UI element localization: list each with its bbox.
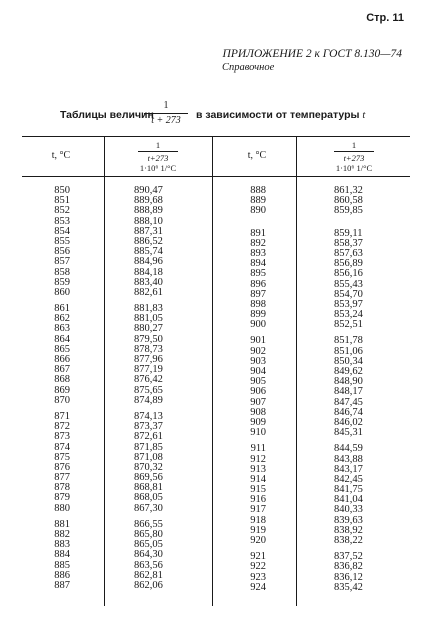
table-cell: 848,17 (334, 386, 363, 398)
table-cell: 879,50 (134, 333, 163, 345)
table-cell: 902 (250, 345, 266, 357)
table-cell: 867 (54, 364, 70, 376)
table-cell: 879 (54, 492, 70, 504)
table-cell: 880 (54, 502, 70, 514)
table-cell: 909 (250, 416, 266, 428)
table-cell: 874,89 (134, 394, 163, 406)
table-cell: 838,22 (334, 535, 363, 546)
table-cell: 869 (54, 384, 70, 396)
table-cell: 857 (54, 256, 70, 268)
table-cell: 868,05 (134, 492, 163, 504)
table-cell: 881,05 (134, 313, 163, 325)
table-cell: 835,42 (334, 581, 363, 593)
table-cell: 860 (54, 286, 70, 298)
table-cell: 884,18 (134, 266, 163, 278)
table-cell: 922 (250, 561, 266, 573)
table-cell: 859,11 (334, 227, 363, 239)
header-den-right: t+273 (343, 153, 365, 163)
table-cell: 860,58 (334, 195, 363, 207)
table-cell: 845,31 (334, 427, 363, 439)
table-cell: 852,51 (334, 319, 363, 331)
table-cell: 846,74 (334, 406, 363, 418)
table-cell: 920 (250, 535, 266, 546)
table-cell: 890 (250, 205, 266, 217)
table-cell: 887,31 (134, 225, 163, 237)
table-cell: 878 (54, 482, 70, 494)
right-temperature-column (230, 186, 266, 593)
table-cell: 892 (250, 237, 266, 249)
table-cell: 861,32 (334, 185, 363, 196)
caption-denominator: t + 273 (151, 115, 181, 126)
table-cell: 904 (250, 366, 266, 377)
table-cell: 853,97 (334, 298, 363, 310)
table-cell: 907 (250, 396, 266, 408)
table-cell: 900 (250, 319, 266, 331)
table-cell: 895 (250, 268, 266, 280)
table-cell: 878,73 (134, 343, 163, 355)
table-cell: 915 (250, 484, 266, 496)
header-bar-right (334, 151, 374, 152)
table-cell: 917 (250, 504, 266, 516)
table-cell: 856 (54, 246, 70, 258)
table-cell: 918 (250, 514, 266, 526)
table-cell: 889,68 (134, 195, 163, 207)
table-cell: 836,82 (334, 561, 363, 573)
table-cell: 912 (250, 453, 266, 465)
table-caption (60, 100, 390, 130)
table-cell: 880,27 (134, 323, 163, 335)
table-cell: 921 (250, 551, 266, 563)
row-group-gap (334, 217, 394, 229)
table-cell: 898 (250, 298, 266, 310)
table-cell: 873 (54, 431, 70, 443)
table-cell: 884 (54, 549, 70, 561)
table-cell: 876,42 (134, 374, 163, 386)
caption-suffix-wrap (196, 109, 365, 121)
table-cell: 841,04 (334, 494, 363, 506)
table-cell: 847,45 (334, 396, 363, 408)
table-cell: 851 (54, 195, 70, 207)
table-header-rule (22, 176, 410, 177)
table-cell: 906 (250, 386, 266, 398)
table-cell: 868 (54, 374, 70, 386)
table-cell: 870 (54, 394, 70, 406)
table-cell: 850 (54, 185, 70, 196)
table-cell: 868,81 (134, 482, 163, 494)
table-cell: 871,85 (134, 441, 163, 453)
table-cell: 891 (250, 227, 266, 239)
table-cell: 863,56 (134, 559, 163, 571)
table-cell: 840,33 (334, 504, 363, 516)
caption-suffix: в зависимости от температуры (196, 109, 360, 121)
table-cell: 867,30 (134, 502, 163, 514)
table-cell: 856,89 (334, 258, 363, 270)
table-cell: 875,65 (134, 384, 163, 396)
table-cell: 861 (54, 303, 70, 315)
table-cell: 862,81 (134, 569, 163, 581)
table-cell: 862 (54, 313, 70, 325)
table-cell: 872,61 (134, 431, 163, 443)
table-cell: 852 (54, 205, 70, 217)
header-value-right (318, 140, 390, 173)
table-cell: 869,56 (134, 472, 163, 484)
table-cell: 908 (250, 406, 266, 418)
table-cell: 886 (54, 569, 70, 581)
table-cell: 854 (54, 225, 70, 237)
table-cell: 913 (250, 463, 266, 475)
table-cell: 851,06 (334, 345, 363, 357)
table-cell: 866 (54, 354, 70, 365)
col-divider-1 (104, 136, 105, 606)
table-cell: 851,78 (334, 335, 363, 347)
table-cell: 916 (250, 494, 266, 506)
table-cell: 871 (54, 410, 70, 422)
table-cell: 877,19 (134, 364, 163, 376)
table-cell: 896 (250, 278, 266, 290)
table-cell: 923 (250, 571, 266, 583)
table-cell: 850,34 (334, 355, 363, 367)
table-cell: 897 (250, 288, 266, 300)
table-cell: 905 (250, 376, 266, 388)
table-cell: 855,43 (334, 278, 363, 290)
table-cell: 877 (54, 472, 70, 484)
table-cell: 914 (250, 473, 266, 485)
table-cell: 856,16 (334, 268, 363, 280)
table-cell: 844,59 (334, 443, 363, 455)
table-cell: 865 (54, 343, 70, 355)
table-cell: 901 (250, 335, 266, 347)
table-cell: 889 (250, 195, 266, 207)
table-cell: 919 (250, 524, 266, 536)
table-cell: 859 (54, 276, 70, 288)
table-cell: 858 (54, 266, 70, 278)
table-cell: 866,55 (134, 518, 163, 530)
table-cell: 876 (54, 461, 70, 473)
left-value-column (134, 186, 194, 591)
table-cell: 885 (54, 559, 70, 571)
table-cell: 887 (54, 579, 70, 591)
table-cell: 854,70 (334, 288, 363, 300)
table-cell: 882 (54, 529, 70, 540)
table-cell: 872 (54, 421, 70, 433)
header-den-left: t+273 (147, 153, 169, 163)
header-t-left: t, °C (51, 150, 71, 161)
col-divider-2 (212, 136, 213, 606)
table-cell: 874 (54, 441, 70, 453)
table-cell: 843,17 (334, 463, 363, 475)
table-cell: 857,63 (334, 247, 363, 259)
table-cell: 864 (54, 333, 70, 345)
table-cell: 883,40 (134, 276, 163, 288)
table-cell: 888,89 (134, 205, 163, 217)
table-cell: 875 (54, 451, 70, 463)
table-cell: 838,92 (334, 524, 363, 536)
table-cell: 864,30 (134, 549, 163, 561)
table-cell: 882,61 (134, 286, 163, 298)
table-cell: 846,02 (334, 416, 363, 428)
table-cell: 873,37 (134, 421, 163, 433)
table-cell: 849,62 (334, 366, 363, 377)
table-cell: 874,13 (134, 410, 163, 422)
table-cell: 865,05 (134, 539, 163, 551)
table-cell: 877,96 (134, 354, 163, 365)
appendix-title: ПРИЛОЖЕНИЕ 2 к ГОСТ 8.130—74 (222, 48, 402, 60)
table-cell: 881,83 (134, 303, 163, 315)
table-cell: 836,12 (334, 571, 363, 583)
table-cell: 839,63 (334, 514, 363, 526)
table-cell: 848,90 (334, 376, 363, 388)
table-cell: 837,52 (334, 551, 363, 563)
table-cell: 884,96 (134, 256, 163, 268)
table-cell: 853,24 (334, 309, 363, 321)
table-cell: 859,85 (334, 205, 363, 217)
reference-label: Справочное (222, 62, 275, 73)
table-cell: 841,75 (334, 484, 363, 496)
table-cell: 890,47 (134, 185, 163, 196)
table-cell: 858,37 (334, 237, 363, 249)
table-cell: 853 (54, 215, 70, 227)
table-cell: 870,32 (134, 461, 163, 473)
caption-variable: t (362, 110, 366, 121)
table-cell: 886,52 (134, 235, 163, 247)
table-cell: 888,10 (134, 215, 163, 227)
table-cell: 911 (250, 443, 266, 455)
header-bar-left (138, 151, 178, 152)
col-divider-3 (296, 136, 297, 606)
table-cell: 883 (54, 539, 70, 551)
table-cell: 855 (54, 235, 70, 247)
table-top-rule (22, 136, 410, 137)
table-cell: 863 (54, 323, 70, 335)
table-cell: 910 (250, 427, 266, 439)
table-cell: 893 (250, 247, 266, 259)
table-cell: 888 (250, 185, 266, 196)
header-num-right: 1 (351, 140, 357, 150)
right-value-column (334, 186, 394, 593)
row-group-gap (230, 217, 266, 229)
header-num-left: 1 (155, 140, 161, 150)
fraction-bar (144, 113, 188, 114)
table-cell: 871,08 (134, 451, 163, 463)
table-cell: 894 (250, 258, 266, 270)
header-unit-right: 1·10⁶ 1/°C (335, 163, 373, 173)
header-t-right: t, °C (247, 150, 267, 161)
table-cell: 924 (250, 581, 266, 593)
table-cell: 865,80 (134, 529, 163, 540)
table-cell: 842,45 (334, 473, 363, 485)
table-cell: 903 (250, 355, 266, 367)
table-cell: 881 (54, 518, 70, 530)
caption-fraction (142, 100, 190, 127)
table-cell: 885,74 (134, 246, 163, 258)
table-cell: 843,88 (334, 453, 363, 465)
left-temperature-column (34, 186, 70, 591)
header-unit-left: 1·10⁶ 1/°C (139, 163, 177, 173)
table-cell: 899 (250, 309, 266, 321)
header-value-left (122, 140, 194, 173)
page-number: Стр. 11 (366, 12, 404, 24)
table-cell: 862,06 (134, 579, 163, 591)
caption-numerator: 1 (163, 100, 169, 111)
caption-prefix: Таблицы величин (60, 109, 154, 121)
